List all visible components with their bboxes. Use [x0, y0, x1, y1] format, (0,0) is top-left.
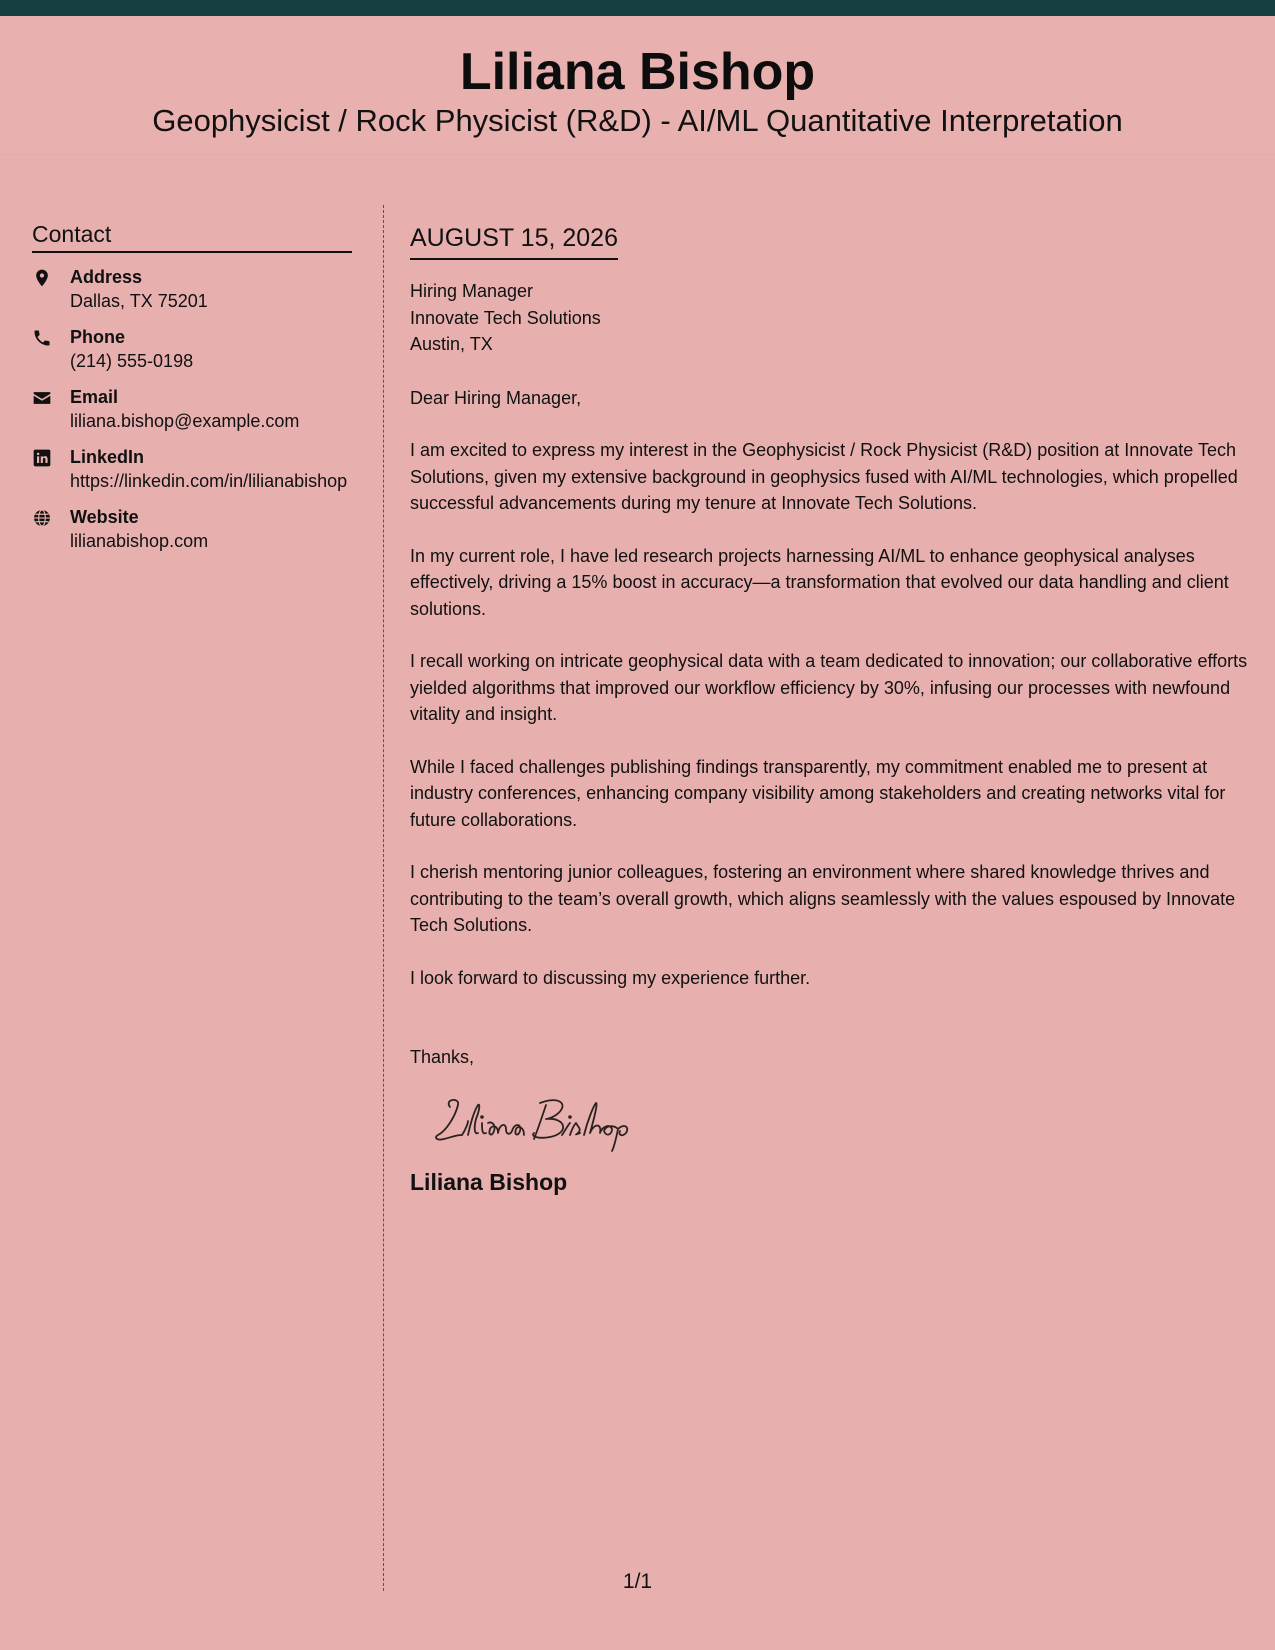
contact-value-email[interactable]: liliana.bishop@example.com	[70, 411, 300, 431]
contact-label-address: Address	[70, 267, 143, 287]
recipient-company: Innovate Tech Solutions	[410, 307, 601, 328]
contact-value-linkedin[interactable]: https://linkedin.com/in/lilianabishop	[70, 471, 348, 491]
body-paragraph: I cherish mentoring junior colleagues, fostering an environment where shared knowledge thrives and contributing to the team’s overall growth, which aligns seamlessly with the values espoused by Innovate Tech Solutions.	[410, 862, 1236, 935]
body-paragraph: I recall working on intricate geophysical data with a team dedicated to innovation; our collaborative efforts yielded algorithms that improved our workflow efficiency by 30%, infusing our processes with newfound vitality and insight.	[410, 651, 1248, 724]
top-accent-bar	[0, 0, 1275, 16]
globe-icon	[32, 505, 70, 528]
envelope-icon	[32, 385, 70, 408]
cover-letter	[410, 220, 1250, 1195]
signed-name: Liliana Bishop	[410, 1168, 568, 1195]
contact-website	[32, 505, 352, 553]
column-divider	[383, 205, 384, 1591]
closing: Thanks,	[410, 1047, 475, 1067]
page-number: 1/1	[622, 1570, 653, 1593]
recipient-name: Hiring Manager	[410, 281, 534, 301]
contact-label-phone: Phone	[70, 327, 126, 347]
linkedin-icon	[32, 445, 70, 468]
handwritten-signature	[430, 1089, 1250, 1159]
letter-date: AUGUST 15, 2026	[410, 222, 618, 260]
contact-address	[32, 265, 352, 313]
contact-linkedin	[32, 445, 352, 493]
contact-label-linkedin: LinkedIn	[70, 447, 145, 467]
contact-email	[32, 385, 352, 433]
job-title: Geophysicist / Rock Physicist (R&D) - AI/ML Quantitative Interpretation	[152, 103, 1123, 138]
contact-sidebar	[32, 220, 352, 565]
phone-icon	[32, 325, 70, 348]
salutation: Dear Hiring Manager,	[410, 387, 582, 408]
body-paragraph: While I faced challenges publishing findings transparently, my commitment enabled me to present at industry conferences, enhancing company visibility among stakeholders and creating networks vital for future collaborations.	[410, 756, 1226, 830]
body-paragraph: I am excited to express my interest in the Geophysicist / Rock Physicist (R&D) position at Innovate Tech Solutions, given my extensive background in geophysics fused with AI/ML technologies, which propelled successful advancements during my tenure at Innovate Tech Solutions.	[410, 440, 1238, 513]
body-paragraph: I look forward to discussing my experience further.	[410, 967, 811, 988]
recipient-block	[410, 278, 1250, 358]
contact-label-website: Website	[70, 507, 139, 527]
recipient-location: Austin, TX	[410, 334, 493, 354]
contact-heading: Contact	[32, 220, 352, 253]
contact-value-website[interactable]: lilianabishop.com	[70, 531, 209, 551]
contact-label-email: Email	[70, 387, 119, 407]
contact-value-address: Dallas, TX 75201	[70, 291, 208, 311]
candidate-name: Liliana Bishop	[459, 43, 816, 101]
contact-value-phone[interactable]: (214) 555-0198	[70, 351, 194, 371]
page-header	[0, 16, 1275, 155]
body-paragraph: In my current role, I have led research projects harnessing AI/ML to enhance geophysical analyses effectively, driving a 15% boost in accuracy—a transformation that evolved our data handling and client solutions.	[410, 545, 1229, 619]
map-pin-icon	[32, 265, 70, 288]
contact-phone	[32, 325, 352, 373]
